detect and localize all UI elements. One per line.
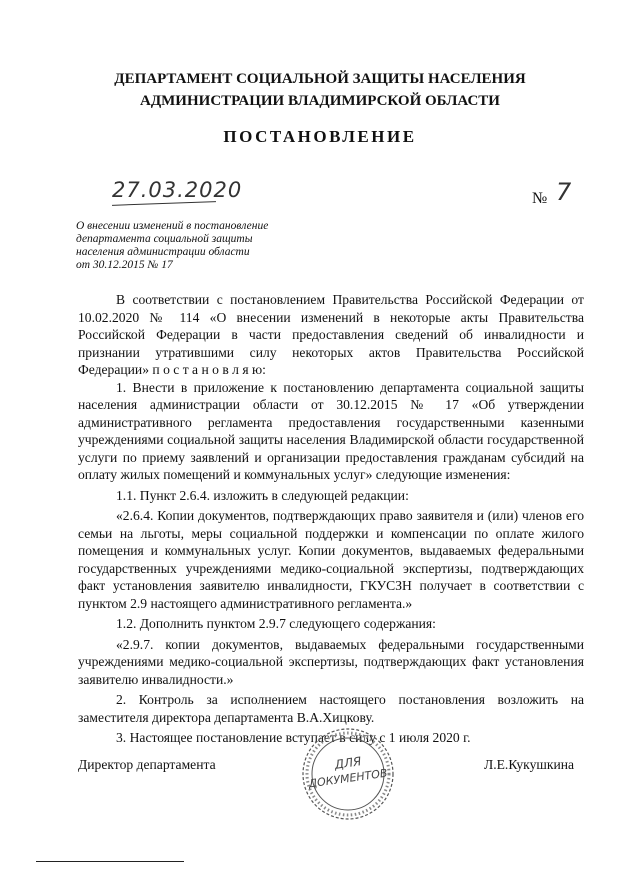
department-header [0,68,640,112]
paragraph-preamble: В соответствии с постановлением Правительства Российской Федерации от 10.02.2020 № 114 «О внесении изменений в некоторые акты Правительства Российской Федерации в части предоставления сведений об инвалидности и признании утратившими силу некоторых актов Правительства Российской Федерации» п о с т а н о в л я ю: [78,292,584,377]
number-label: № [532,190,548,207]
signatory-name: Л.Е.Кукушкина [484,757,575,772]
paragraph-quote-2-9-7: «2.9.7. копии документов, выдаваемых федеральными государственными учреждениями медико-социальной экспертизы, подтверждающих факт установления заявителю инвалидности.» [78,636,584,687]
handwritten-number: 7 [556,178,572,206]
subject-line: от 30.12.2015 № 17 [76,259,173,271]
subject-line: департамента социальной защиты [76,233,253,245]
official-stamp [300,726,396,822]
paragraph-item-3: 3. Настоящее постановление вступает в силу с 1 июля 2020 г. [116,730,471,745]
paragraph-item-1-1: 1.1. Пункт 2.6.4. изложить в следующей редакции: [116,487,409,503]
document-subject [76,220,306,272]
paragraph-item-1-2: 1.2. Дополнить пунктом 2.9.7 следующего содержания: [116,616,436,631]
document-title: ПОСТАНОВЛЕНИЕ [223,127,417,146]
header-line-2: АДМИНИСТРАЦИИ ВЛАДИМИРСКОЙ ОБЛАСТИ [140,93,500,109]
paragraph-item-2: 2. Контроль за исполнением настоящего постановления возложить на заместителя директора департамента В.А.Хицкову. [78,692,584,725]
document-body [78,291,584,747]
paragraph-item-1: 1. Внести в приложение к постановлению департамента социальной защиты населения администрации области от 30.12.2015 № 17 «Об утверждении административного регламента предоставления государственными казенными учреждениями социальной защиты населения Владимирской области государственной услуги по приему заявлений и организации предоставления гражданам субсидий на оплату жилых помещений и коммунальных услуг» следующие изменения: [78,379,584,482]
stamp-text-line-1: ДЛЯ [333,754,363,772]
paragraph-quote-2-6-4: «2.6.4. Копии документов, подтверждающих право заявителя и (или) членов его семьи на льготы, меры социальной поддержки и компенсации по оплате жилого помещения и коммунальных услуг. Копии документов, выдаваемых федеральными государственных учреждениями медико-социальной экспертизы, подтверждающих факт установления заявителю инвалидности, ГКУСЗН получает в соответствии с пунктом 2.9 настоящего административного регламента.» [78,508,584,611]
footnote-divider [36,861,184,862]
subject-line: О внесении изменений в постановление [76,220,269,232]
stamp-text-line-2: ДОКУМЕНТОВ [307,766,389,791]
header-line-1: ДЕПАРТАМЕНТ СОЦИАЛЬНОЙ ЗАЩИТЫ НАСЕЛЕНИЯ [114,71,526,87]
signatory-position: Директор департамента [78,757,216,772]
handwritten-date: 27.03.2020 [112,178,243,202]
subject-line: населения администрации области [76,246,250,258]
